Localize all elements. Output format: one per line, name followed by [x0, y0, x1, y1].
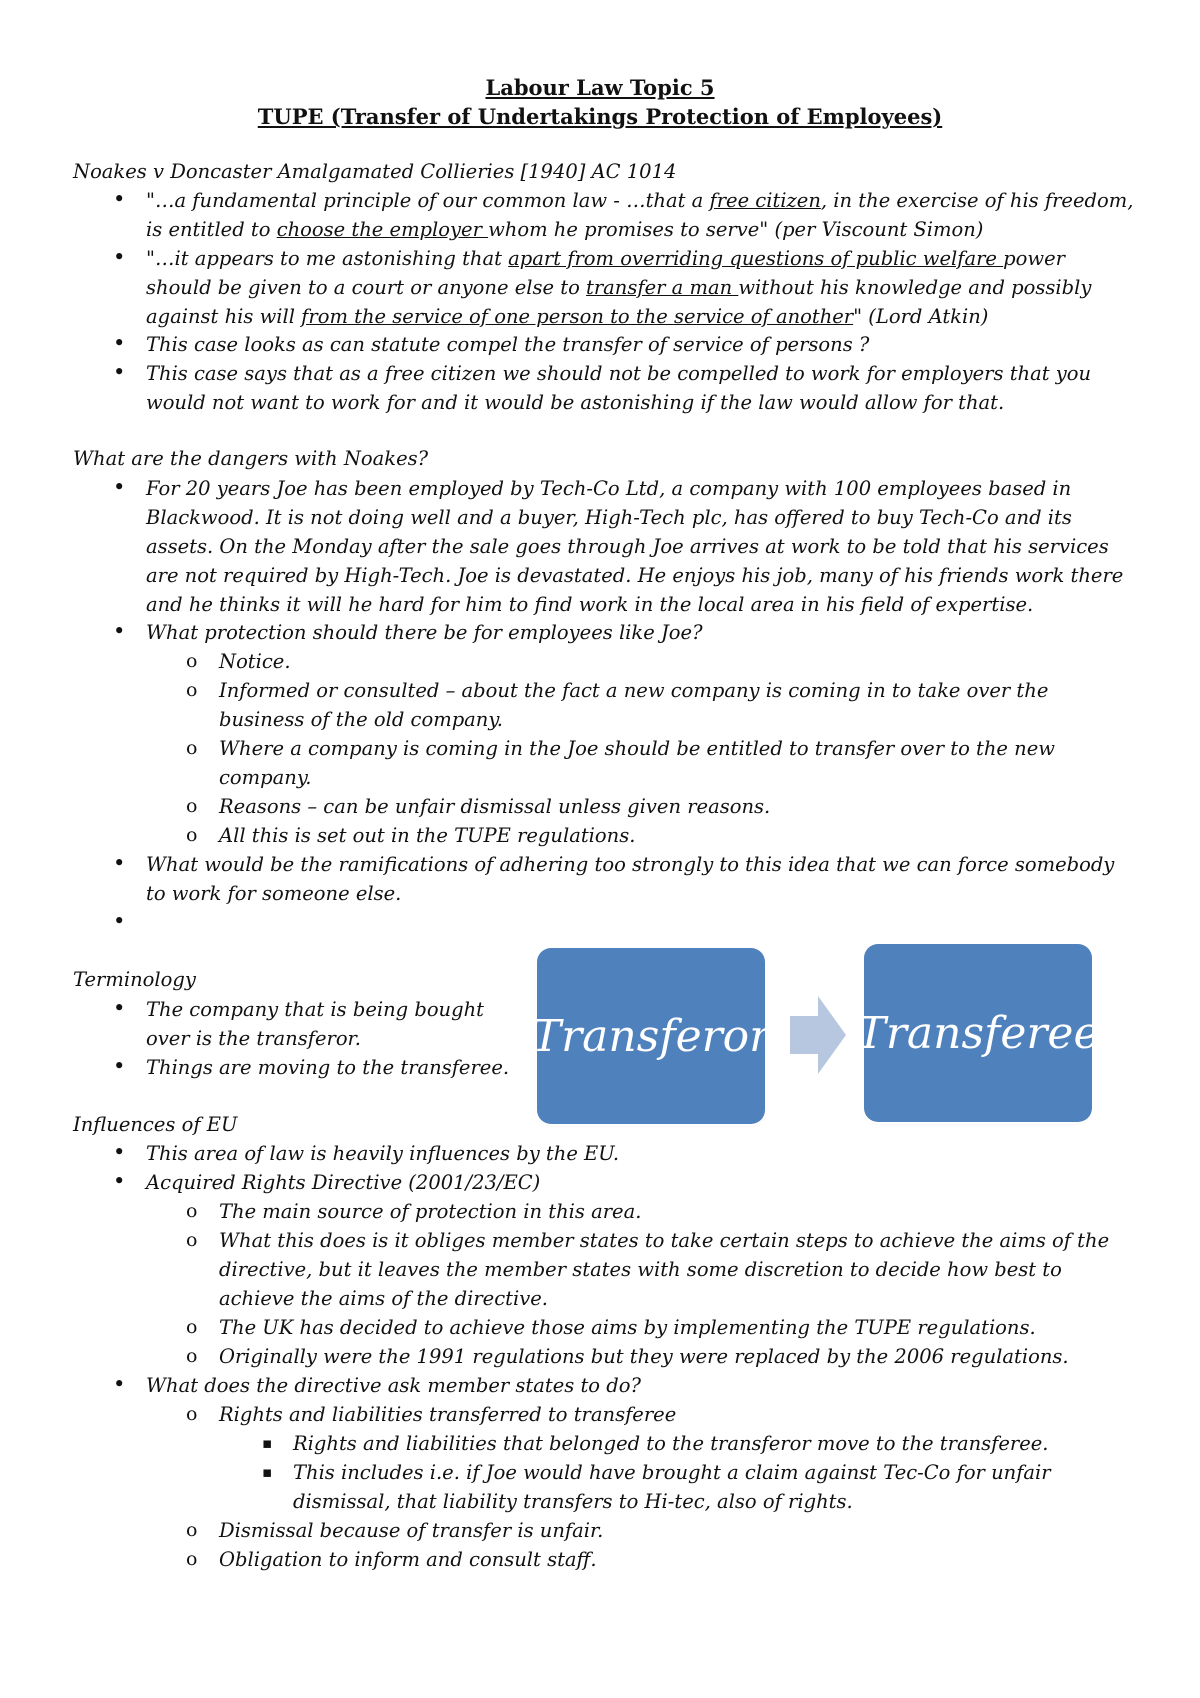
transferor-box: Transferor	[537, 948, 765, 1124]
circle-bullet-icon: o	[186, 824, 198, 846]
bullet-icon: •	[113, 996, 126, 1020]
circle-bullet-icon: o	[186, 1229, 198, 1251]
dangers-bullet-1-l5: and he thinks it will he hard for him to find work in the local area in his field of expertise.	[146, 593, 1034, 616]
dangers-sub-2: o Informed or consulted – about the fact a new company is coming in to take over the	[219, 676, 1048, 705]
terminology-bullet-2: • Things are moving to the transferee.	[113, 1054, 510, 1079]
dangers-sub-4: o Reasons – can be unfair dismissal unless given reasons.	[219, 792, 770, 821]
bullet-icon: •	[113, 1169, 126, 1193]
circle-bullet-icon: o	[186, 1316, 198, 1338]
dangers-heading: What are the dangers with Noakes?	[73, 447, 429, 470]
dangers-sub-3: o Where a company is coming in the Joe should be entitled to transfer over to the new	[219, 734, 1055, 763]
dangers-bullet-1-l4: are not required by High-Tech. Joe is devastated. He enjoys his job, many of his friends work there	[146, 564, 1124, 587]
dangers-sub-5: o All this is set out in the TUPE regulations.	[219, 821, 635, 850]
dangers-sub-1: o Notice.	[219, 647, 291, 676]
eu-sub-6: o Dismissal because of transfer is unfair.	[219, 1516, 603, 1545]
dangers-bullet-1-l2: Blackwood. It is not doing well and a buyer, High-Tech plc, has offered to buy Tech-Co and its	[146, 506, 1072, 529]
bullet-icon: •	[113, 245, 126, 269]
bullet-icon: •	[113, 1372, 126, 1396]
terminology-bullet-1: • The company that is being bought	[113, 996, 484, 1021]
noakes-bullet-3: • This case looks as can statute compel the transfer of service of persons ?	[113, 331, 870, 356]
circle-bullet-icon: o	[186, 1403, 198, 1425]
square-bullet-icon: ▪	[262, 1463, 273, 1481]
eu-sub-1: o The main source of protection in this area.	[219, 1197, 641, 1226]
eu-sub-5: o Rights and liabilities transferred to transferee	[219, 1400, 676, 1429]
dangers-sub-2-cont: business of the old company.	[219, 708, 503, 731]
circle-bullet-icon: o	[186, 737, 198, 759]
circle-bullet-icon: o	[186, 679, 198, 701]
noakes-quote-1: • "…a fundamental principle of our common law - …that a free citizen, in the exercise of his freedom,	[113, 187, 1134, 212]
noakes-quote-1-cont: is entitled to choose the employer whom he promises to serve" (per Viscount Simon)	[146, 218, 984, 241]
eu-sub-7: o Obligation to inform and consult staff.	[219, 1545, 597, 1574]
dangers-bullet-3: • What would be the ramifications of adhering too strongly to this idea that we can force somebody	[113, 851, 1115, 876]
transferee-box: Transferee	[864, 944, 1092, 1122]
eu-bullet-3: • What does the directive ask member states to do?	[113, 1372, 641, 1397]
terminology-bullet-1-cont: over is the transferor.	[146, 1027, 361, 1050]
bullet-icon: •	[113, 331, 126, 355]
bullet-icon: •	[113, 909, 126, 933]
circle-bullet-icon: o	[186, 650, 198, 672]
eu-sub-2: o What this does is it obliges member states to take certain steps to achieve the aims of the	[219, 1226, 1109, 1255]
bullet-icon: •	[113, 619, 126, 643]
eu-sub-4: o Originally were the 1991 regulations but they were replaced by the 2006 regulations.	[219, 1342, 1069, 1371]
bullet-icon: •	[113, 851, 126, 875]
document-subtitle: TUPE (Transfer of Undertakings Protection of Employees)	[257, 104, 943, 129]
eu-bullet-1: • This area of law is heavily influences by the EU.	[113, 1140, 620, 1165]
bullet-icon: •	[113, 475, 126, 499]
noakes-quote-2: • "…it appears to me astonishing that apart from overriding questions of public welfare power	[113, 245, 1065, 270]
noakes-quote-2-cont: should be given to a court or anyone else to transfer a man without his knowledge and possibly	[146, 276, 1092, 299]
bullet-icon: •	[113, 187, 126, 211]
eu-subsub-2-cont: dismissal, that liability transfers to Hi-tec, also of rights.	[293, 1490, 853, 1513]
circle-bullet-icon: o	[186, 1345, 198, 1367]
noakes-quote-2-cont2: against his will from the service of one person to the service of another" (Lord Atkin)	[146, 305, 989, 328]
dangers-bullet-2: • What protection should there be for employees like Joe?	[113, 619, 703, 644]
eu-heading: Influences of EU	[73, 1113, 238, 1136]
noakes-bullet-4: • This case says that as a free citizen we should not be compelled to work for employers that you	[113, 360, 1092, 385]
dangers-bullet-3-cont: to work for someone else.	[146, 882, 402, 905]
eu-sub-3: o The UK has decided to achieve those aims by implementing the TUPE regulations.	[219, 1313, 1036, 1342]
arrow-right-icon	[790, 996, 846, 1074]
eu-subsub-2: ▪ This includes i.e. if Joe would have brought a claim against Tec-Co for unfair	[293, 1458, 1051, 1487]
eu-subsub-1: ▪ Rights and liabilities that belonged to the transferor move to the transferee.	[293, 1429, 1049, 1458]
eu-sub-2-l2: directive, but it leaves the member states with some discretion to decide how best to	[219, 1258, 1062, 1281]
bullet-icon: •	[113, 360, 126, 384]
circle-bullet-icon: o	[186, 1548, 198, 1570]
square-bullet-icon: ▪	[262, 1434, 273, 1452]
terminology-heading: Terminology	[73, 968, 196, 991]
circle-bullet-icon: o	[186, 1519, 198, 1541]
eu-sub-2-l3: achieve the aims of the directive.	[219, 1287, 548, 1310]
dangers-bullet-1-l3: assets. On the Monday after the sale goes through Joe arrives at work to be told that his services	[146, 535, 1109, 558]
document-title: Labour Law Topic 5	[485, 75, 715, 100]
noakes-bullet-4-cont: would not want to work for and it would be astonishing if the law would allow for that.	[146, 391, 1005, 414]
eu-bullet-2: • Acquired Rights Directive (2001/23/EC)	[113, 1169, 541, 1194]
dangers-bullet-1: • For 20 years Joe has been employed by Tech-Co Ltd, a company with 100 employees based in	[113, 475, 1072, 500]
noakes-heading: Noakes v Doncaster Amalgamated Collieries [1940] AC 1014	[73, 160, 677, 183]
bullet-icon: •	[113, 1054, 126, 1078]
bullet-icon: •	[113, 1140, 126, 1164]
circle-bullet-icon: o	[186, 795, 198, 817]
dangers-sub-3-cont: company.	[219, 766, 312, 789]
circle-bullet-icon: o	[186, 1200, 198, 1222]
